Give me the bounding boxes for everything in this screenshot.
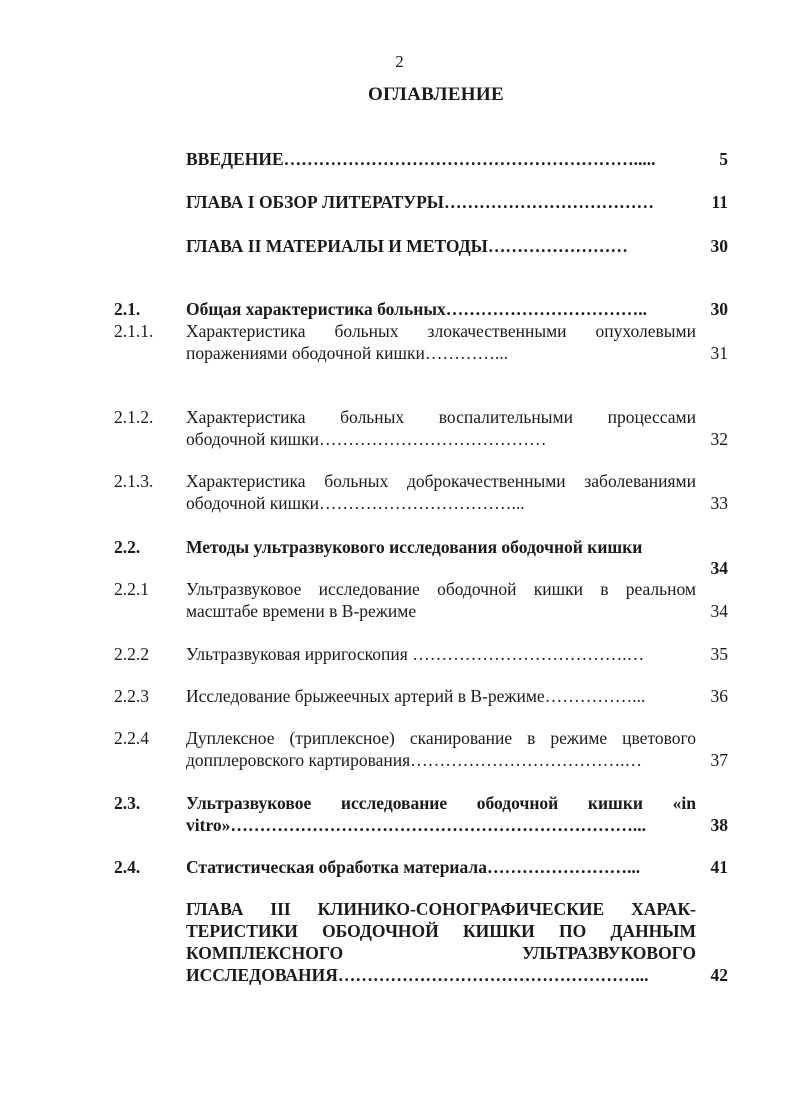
section-title: Дуплексное (триплексное) сканирование в режиме цветового допплеровского картирования……………………………….… — [186, 728, 696, 770]
section-number: 2.1. — [114, 299, 141, 319]
section-number: 2.1.2. — [114, 407, 154, 427]
section-title: Статистическая обработка материала……………………... — [186, 857, 641, 877]
section-number: 2.1.1. — [114, 321, 154, 341]
section-number: 2.2.4 — [114, 728, 149, 748]
section-title: Характеристика больных злокачественными опухолевыми поражениями ободочной кишки…………... — [186, 321, 696, 363]
section-page: 32 — [710, 429, 728, 449]
section-title: Ультразвуковая ирригоскопия ……………………………….… — [186, 644, 645, 664]
section-page: 31 — [710, 343, 728, 363]
section-number: 2.2.1 — [114, 579, 149, 599]
chapter-title: ГЛАВА II МАТЕРИАЛЫ И МЕТОДЫ…………………… — [186, 236, 628, 256]
section-number: 2.2.2 — [114, 644, 149, 664]
section-number: 2.1.3. — [114, 471, 154, 491]
section-title: Ультразвуковое исследование ободочной кишки в реальном масштабе времени в В-режиме — [186, 579, 696, 621]
section-number: 2.3. — [114, 793, 141, 813]
chapter-page: 42 — [710, 965, 728, 985]
chapter-title: ВВЕДЕНИЕ……………………………………………………..... — [186, 149, 656, 169]
section-page: 36 — [710, 686, 728, 706]
toc-title: ОГЛАВЛЕНИЕ — [368, 84, 504, 105]
chapter-page: 30 — [710, 236, 728, 256]
chapter-page: 11 — [711, 192, 728, 212]
section-title: Ультразвуковое исследование ободочной кишки «in vitro»……………………………………………………………... — [186, 793, 696, 835]
section-page: 35 — [710, 644, 728, 664]
page-number: 2 — [395, 52, 404, 71]
section-page: 30 — [710, 299, 728, 319]
section-number: 2.2. — [114, 537, 141, 557]
section-page: 38 — [710, 815, 728, 835]
section-page: 37 — [710, 750, 728, 770]
section-number: 2.2.3 — [114, 686, 149, 706]
section-title: Исследование брыжеечных артерий в В-режиме……………... — [186, 686, 646, 706]
section-number: 2.4. — [114, 857, 141, 877]
section-title: Методы ультразвукового исследования ободочной кишки — [186, 537, 643, 557]
section-title: Характеристика больных доброкачественными заболеваниями ободочной кишки……………………………... — [186, 471, 696, 513]
chapter-title: ГЛАВА I ОБЗОР ЛИТЕРАТУРЫ……………………………… — [186, 192, 654, 212]
chapter-title: ГЛАВА III КЛИНИКО-СОНОГРАФИЧЕСКИЕ ХАРАК- ТЕРИСТИКИ ОБОДОЧНОЙ КИШКИ ПО ДАННЫМ КОМПЛЕКСНОГО УЛЬТРАЗВУКОВОГО ИССЛЕДОВАНИЯ……………………………………………... — [186, 899, 696, 985]
section-page: 34 — [710, 558, 728, 578]
section-title: Общая характеристика больных…………………………….. — [186, 299, 647, 319]
section-page: 41 — [710, 857, 728, 877]
chapter-page: 5 — [719, 149, 728, 169]
section-title: Характеристика больных воспалительными процессами ободочной кишки………………………………… — [186, 407, 696, 449]
section-page: 33 — [710, 493, 728, 513]
section-page: 34 — [710, 601, 728, 621]
